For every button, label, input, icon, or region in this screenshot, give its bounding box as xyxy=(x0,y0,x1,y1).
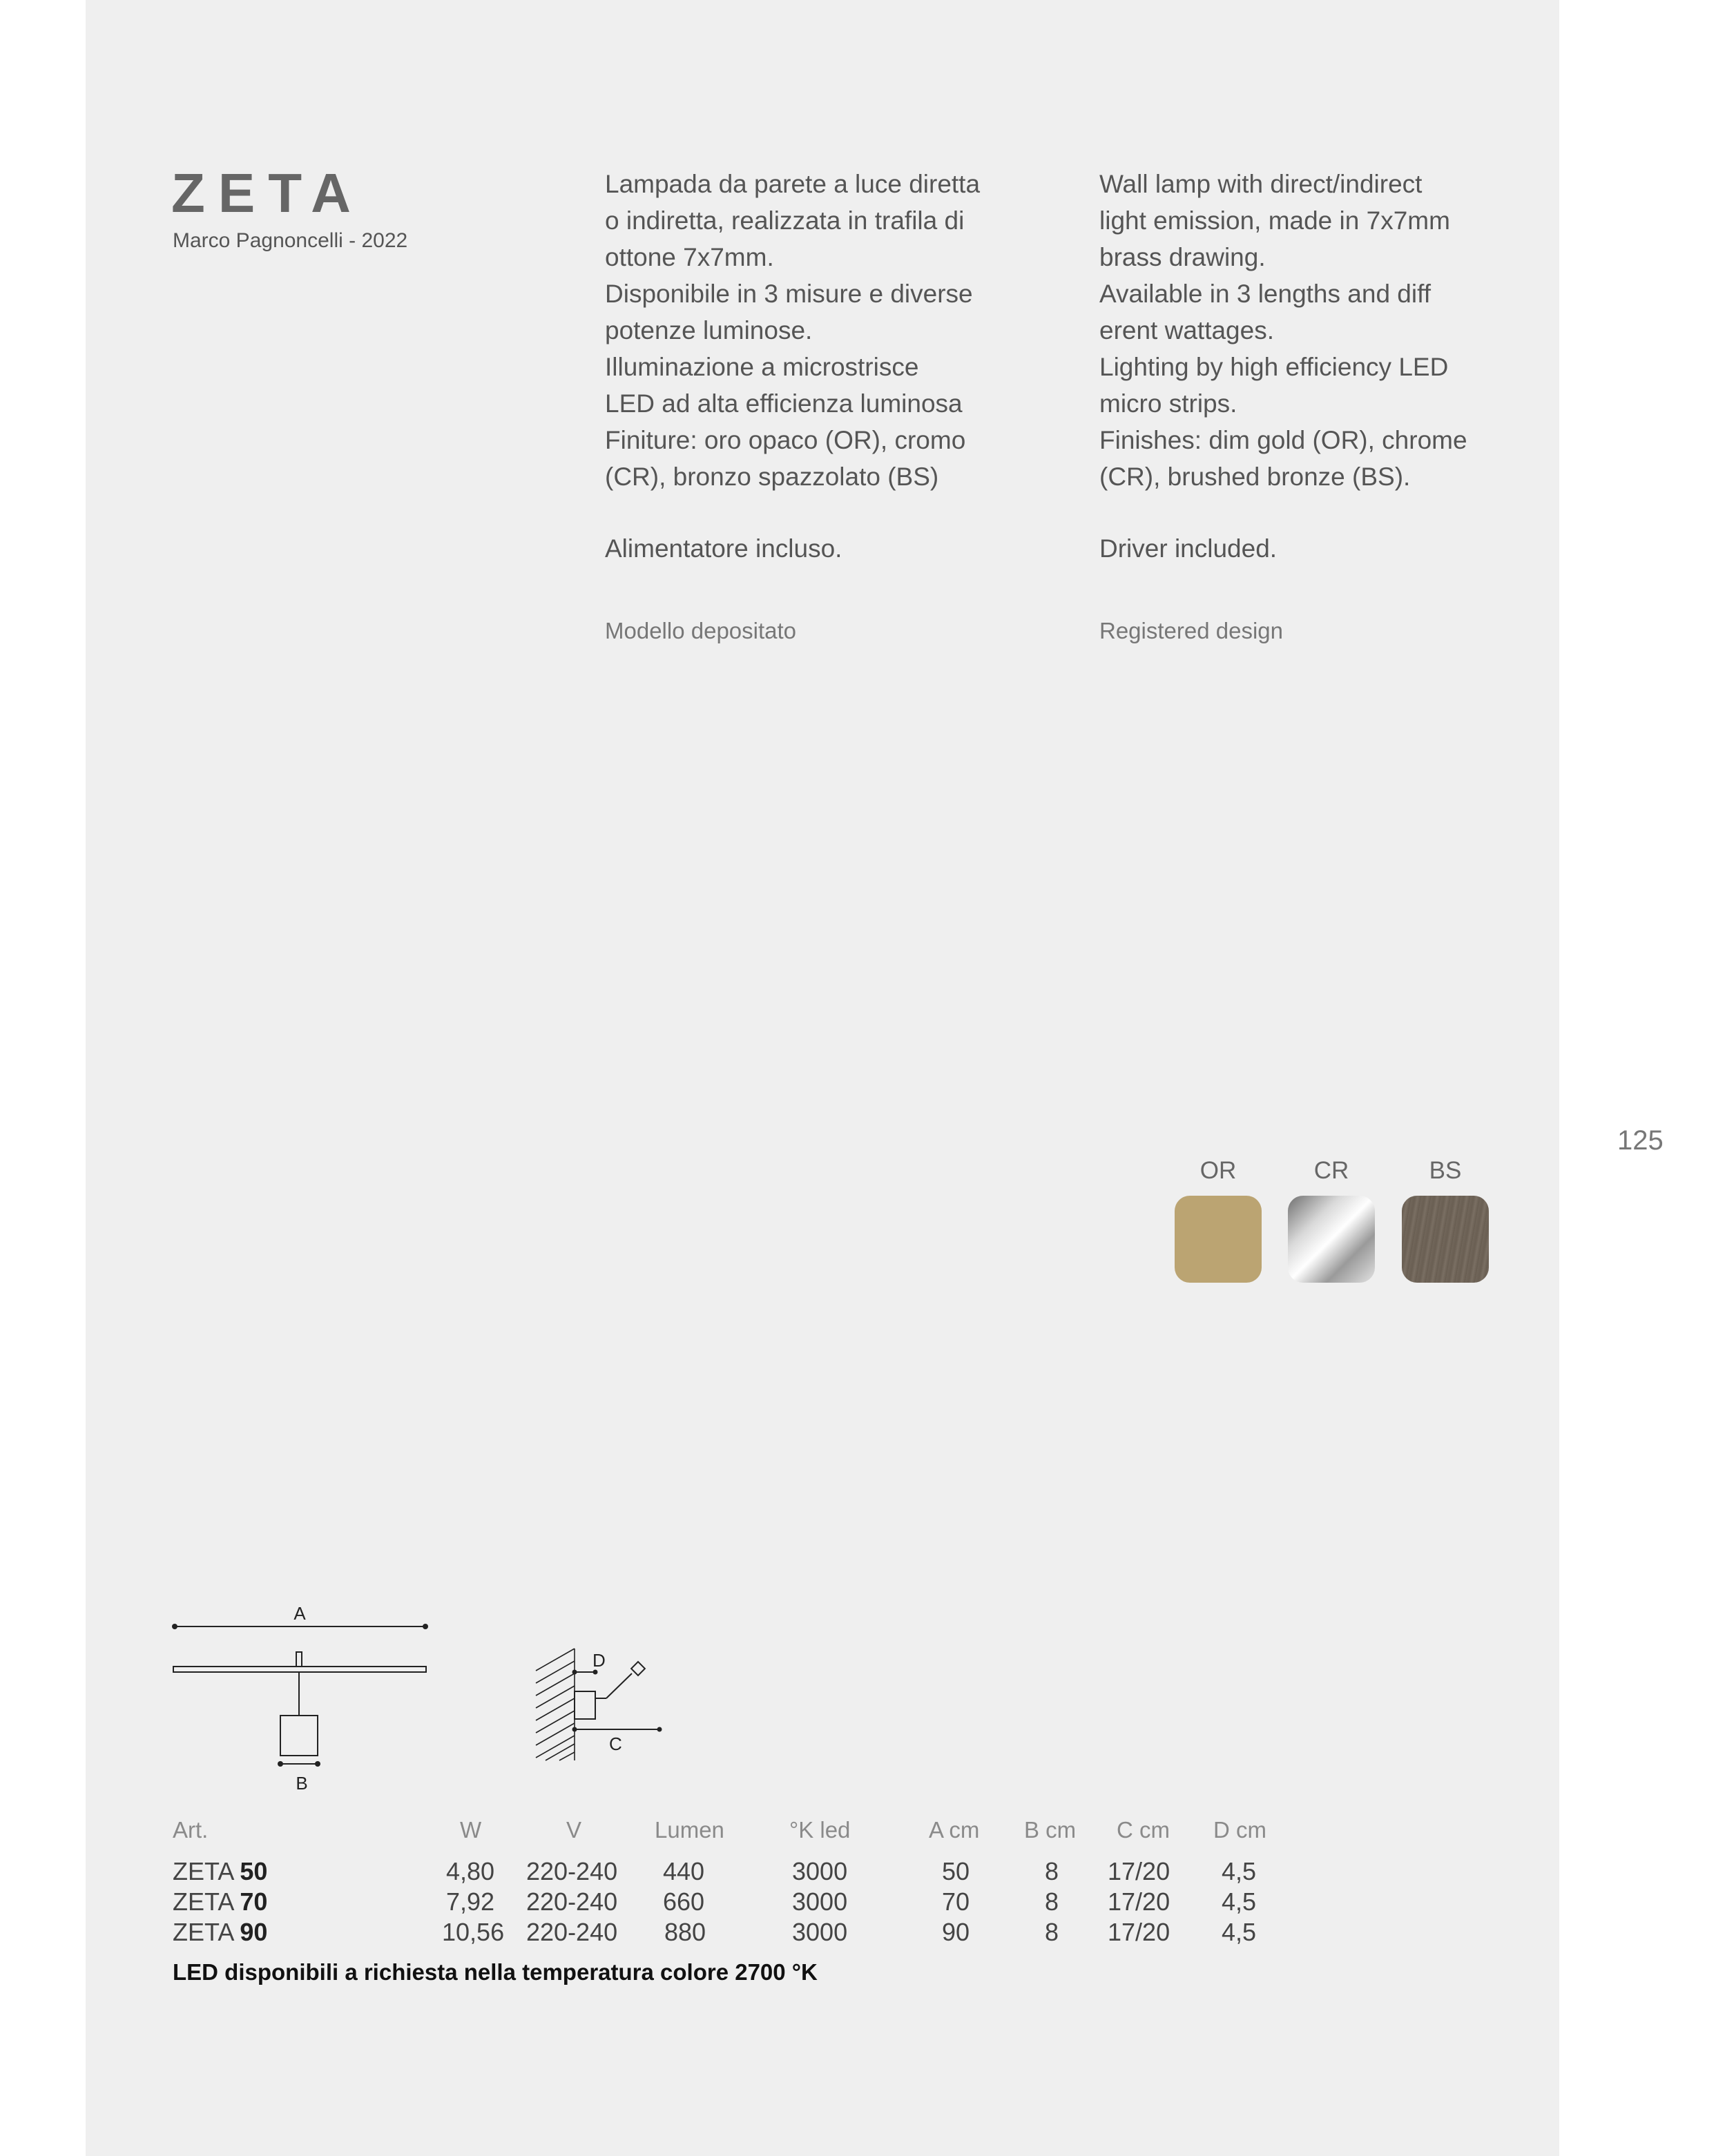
table-cell-v: 220-240 xyxy=(526,1857,618,1885)
driver-note: Alimentatore incluso. xyxy=(605,534,842,563)
dimension-b-label: B xyxy=(296,1773,308,1794)
table-header-d: D cm xyxy=(1213,1817,1266,1843)
finish-swatch-chrome xyxy=(1288,1196,1375,1283)
description-line: light emission, made in 7x7mm xyxy=(1099,206,1450,235)
table-cell-b: 8 xyxy=(1045,1857,1059,1885)
dimension-d-label: D xyxy=(592,1650,606,1671)
table-cell-b: 8 xyxy=(1045,1887,1059,1916)
description-line: potenze luminose. xyxy=(605,316,813,344)
table-row-art: ZETA 50 xyxy=(173,1857,268,1885)
table-cell-w: 7,92 xyxy=(446,1887,495,1916)
description-line: Lampada da parete a luce diretta xyxy=(605,170,981,198)
table-cell-c: 17/20 xyxy=(1108,1857,1170,1885)
front-view-drawing xyxy=(163,1595,439,1795)
dimension-a-label: A xyxy=(293,1603,306,1624)
table-header-v: V xyxy=(566,1817,582,1843)
lamp-top-stem xyxy=(296,1652,302,1667)
wall-mount-side xyxy=(575,1691,595,1719)
table-header-kelvin: °K led xyxy=(789,1817,851,1843)
description-line: (CR), bronzo spazzolato (BS) xyxy=(605,463,939,491)
product-designer: Marco Pagnoncelli - 2022 xyxy=(173,229,408,252)
table-cell-kelvin: 3000 xyxy=(792,1857,848,1885)
description-line: Lighting by high efficiency LED xyxy=(1099,353,1449,381)
table-header-art: Art. xyxy=(173,1817,209,1843)
table-row-art: ZETA 90 xyxy=(173,1918,268,1946)
page-number: 125 xyxy=(1617,1125,1664,1156)
table-cell-lumen: 660 xyxy=(663,1887,705,1916)
table-cell-a: 70 xyxy=(942,1887,970,1916)
description-line: o indiretta, realizzata in trafila di xyxy=(605,206,965,235)
description-line: LED ad alta efficienza luminosa xyxy=(605,389,963,418)
table-header-lumen: Lumen xyxy=(655,1817,724,1843)
description-line: Illuminazione a microstrisce xyxy=(605,353,919,381)
dimension-c-label: C xyxy=(609,1733,622,1754)
description-line: Wall lamp with direct/indirect xyxy=(1099,170,1423,198)
table-cell-lumen: 880 xyxy=(664,1918,706,1946)
table-cell-b: 8 xyxy=(1045,1918,1059,1946)
table-cell-v: 220-240 xyxy=(526,1887,618,1916)
finish-swatch-bronze xyxy=(1402,1196,1489,1283)
description-line: ottone 7x7mm. xyxy=(605,243,774,271)
registered-design-note: Registered design xyxy=(1099,618,1283,643)
wall-mount-box xyxy=(280,1716,318,1756)
table-cell-kelvin: 3000 xyxy=(792,1918,848,1946)
description-english xyxy=(1099,166,1555,649)
finish-label-bs: BS xyxy=(1429,1157,1462,1184)
table-header-c: C cm xyxy=(1117,1817,1170,1843)
table-cell-c: 17/20 xyxy=(1108,1918,1170,1946)
table-cell-c: 17/20 xyxy=(1108,1887,1170,1916)
led-availability-note: LED disponibili a richiesta nella temperatura colore 2700 °K xyxy=(173,1959,818,1985)
table-header-a: A cm xyxy=(929,1817,980,1843)
table-cell-w: 4,80 xyxy=(446,1857,495,1885)
description-italian xyxy=(605,166,1061,649)
table-cell-d: 4,5 xyxy=(1222,1887,1257,1916)
table-cell-a: 50 xyxy=(942,1857,970,1885)
description-line: (CR), brushed bronze (BS). xyxy=(1099,463,1411,491)
registered-design-note: Modello depositato xyxy=(605,618,797,643)
table-cell-v: 220-240 xyxy=(526,1918,618,1946)
table-cell-a: 90 xyxy=(942,1918,970,1946)
description-line: brass drawing. xyxy=(1099,243,1266,271)
table-cell-d: 4,5 xyxy=(1222,1918,1257,1946)
description-line: Available in 3 lengths and diff xyxy=(1099,280,1431,308)
driver-note: Driver included. xyxy=(1099,534,1278,563)
finish-label-cr: CR xyxy=(1313,1157,1349,1184)
table-header-b: B cm xyxy=(1024,1817,1077,1843)
table-header-w: W xyxy=(460,1817,482,1843)
table-cell-kelvin: 3000 xyxy=(792,1887,848,1916)
lamp-bar xyxy=(173,1667,426,1672)
description-line: Disponibile in 3 misure e diverse xyxy=(605,280,973,308)
description-line: Finiture: oro opaco (OR), cromo xyxy=(605,426,966,454)
product-title: ZETA xyxy=(171,162,364,224)
lamp-head xyxy=(631,1662,645,1676)
finish-label-or: OR xyxy=(1199,1157,1237,1184)
finish-swatch-gold xyxy=(1175,1196,1262,1283)
description-line: Finishes: dim gold (OR), chrome xyxy=(1099,426,1467,454)
side-view-drawing xyxy=(532,1643,670,1767)
description-line: micro strips. xyxy=(1099,389,1237,418)
table-cell-lumen: 440 xyxy=(663,1857,705,1885)
table-cell-w: 10,56 xyxy=(442,1918,505,1946)
table-row-art: ZETA 70 xyxy=(173,1887,268,1916)
table-cell-d: 4,5 xyxy=(1222,1857,1257,1885)
lamp-arm xyxy=(606,1673,632,1698)
description-line: erent wattages. xyxy=(1099,316,1274,344)
